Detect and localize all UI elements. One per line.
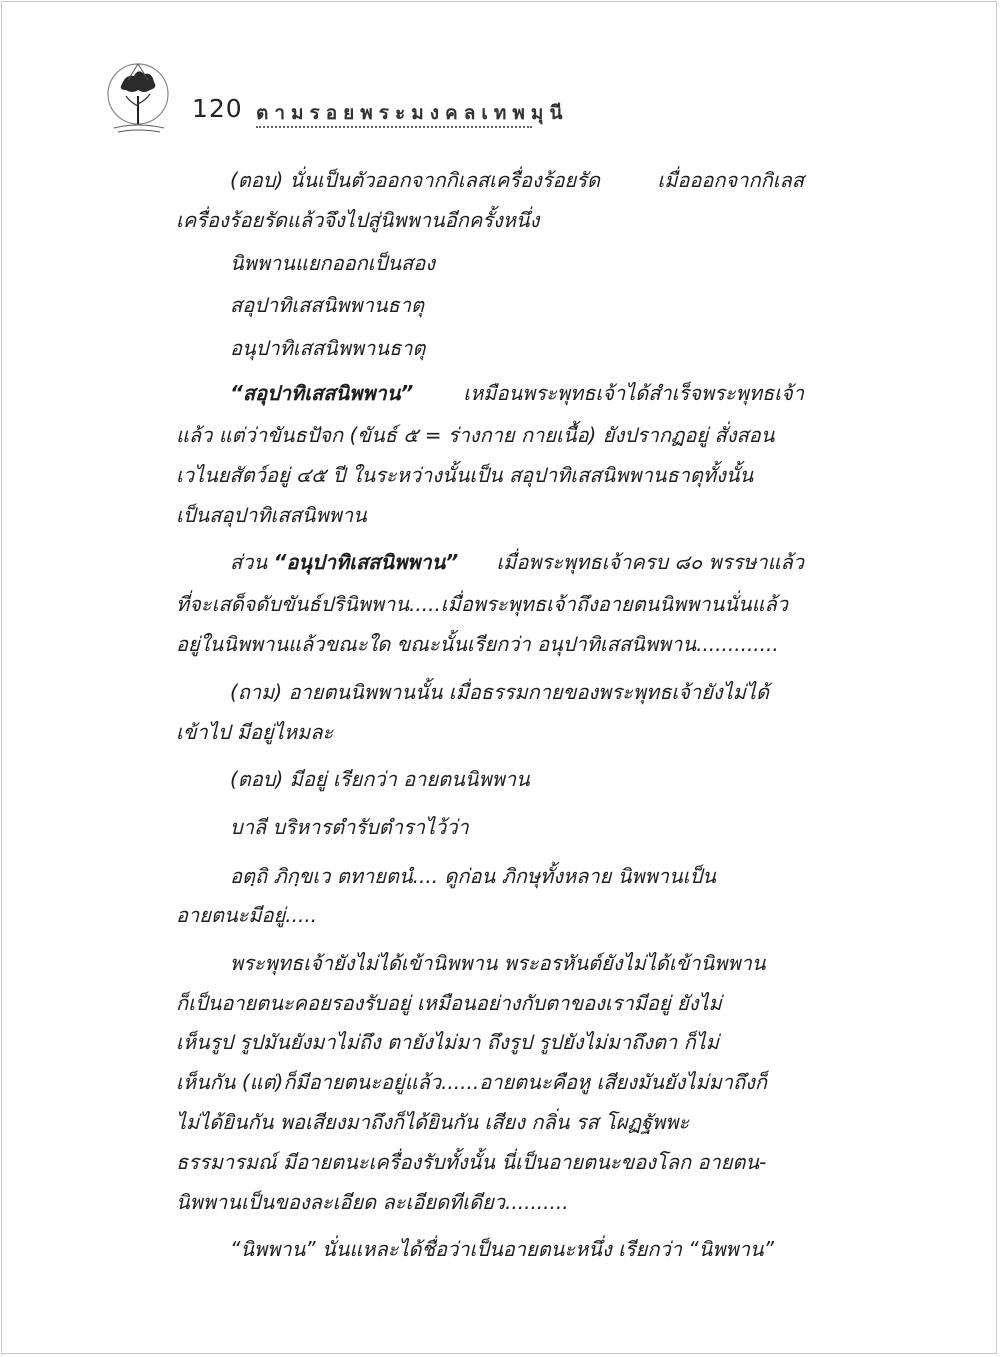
paragraph-8-line-6: ธรรมารมณ์ มีอายตนะเครื่องรับทั้งนั้น นี่เป็นอายตนะของโลก อายตน- <box>176 1150 767 1174</box>
paragraph-3-line-1 <box>230 550 804 574</box>
running-title: ตามรอยพระมงคลเทพมุนี <box>256 102 569 124</box>
paragraph-2-line-1 <box>230 381 804 405</box>
paragraph-3-line-1-rest: เมื่อพระพุทธเจ้าครบ ๘๐ พรรษาแล้ว <box>496 550 804 574</box>
paragraph-2-line-1-rest: เหมือนพระพุทธเจ้าได้สำเร็จพระพุทธเจ้า <box>463 381 804 405</box>
term-anupadisesa-nibbana: “อนุปาทิเสสนิพพาน” <box>273 550 459 574</box>
paragraph-8-line-7: นิพพานเป็นของละเอียด ละเอียดทีเดียว.......... <box>176 1190 569 1214</box>
paragraph-1-part-b: เมื่อออกจากกิเลส <box>657 168 804 192</box>
paragraph-1-part-a: (ตอบ) นั่นเป็นตัวออกจากกิเลสเครื่องร้อยรัด <box>230 168 600 192</box>
paragraph-5: (ตอบ) มีอยู่ เรียกว่า อายตนนิพพาน <box>230 767 530 791</box>
paragraph-8-line-4: เห็นกัน (แต่)ก็มีอายตนะอยู่แล้ว......อายตนะคือหู เสียงมันยังไม่มาถึงก็ <box>176 1070 768 1094</box>
list-item-1: นิพพานแยกออกเป็นสอง <box>230 251 435 275</box>
paragraph-1-line-1 <box>230 168 804 192</box>
paragraph-9: “นิพพาน” นั่นแหละได้ชื่อว่าเป็นอายตนะหนึ่ง เรียกว่า “นิพพาน” <box>230 1237 774 1261</box>
paragraph-3-line-3: อยู่ในนิพพานแล้วขณะใด ขณะนั้นเรียกว่า อนุปาทิเสสนิพพาน............. <box>176 632 779 656</box>
paragraph-8-line-1: พระพุทธเจ้ายังไม่ได้เข้านิพพาน พระอรหันต์ยังไม่ได้เข้านิพพาน <box>230 951 766 975</box>
paragraph-8-line-5: ไม่ได้ยินกัน พอเสียงมาถึงก็ได้ยินกัน เสียง กลิ่น รส โผฏฐัพพะ <box>176 1110 690 1134</box>
paragraph-8-line-3: เห็นรูป รูปมันยังมาไม่ถึง ตายังไม่มา ถึงรูป รูปยังไม่มาถึงตา ก็ไม่ <box>176 1030 719 1054</box>
paragraph-4-line-2: เข้าไป มีอยู่ไหมละ <box>176 720 334 744</box>
paragraph-3-line-2: ที่จะเสด็จดับขันธ์ปรินิพพาน.....เมื่อพระพุทธเจ้าถึงอายตนนิพพานนั่นแล้ว <box>176 592 789 616</box>
paragraph-1-line-2: เครื่องร้อยรัดแล้วจึงไปสู่นิพพานอีกครั้งหนึ่ง <box>176 208 540 232</box>
page-number: 120 <box>192 94 243 123</box>
paragraph-8-line-2: ก็เป็นอายตนะคอยรองรับอยู่ เหมือนอย่างกับตาของเรามีอยู่ ยังไม่ <box>176 991 722 1015</box>
paragraph-6: บาลี บริหารตำรับตำราไว้ว่า <box>230 815 469 839</box>
paragraph-2-line-3: เวไนยสัตว์อยู่ ๔๕ ปี ในระหว่างนั้นเป็น สอุปาทิเสสนิพพานธาตุทั้งนั้น <box>176 463 754 487</box>
paragraph-7-line-1: อตฺถิ ภิกฺขเว ตทายตนํ.... ดูก่อน ภิกษุทั้งหลาย นิพพานเป็น <box>230 864 716 888</box>
list-item-2: สอุปาทิเสสนิพพานธาตุ <box>230 293 424 317</box>
paragraph-4-line-1: (ถาม) อายตนนิพพานนั้น เมื่อธรรมกายของพระพุทธเจ้ายังไม่ได้ <box>230 680 769 704</box>
list-item-3: อนุปาทิเสสนิพพานธาตุ <box>230 336 426 360</box>
paragraph-2-line-4: เป็นสอุปาทิเสสนิพพาน <box>176 503 367 527</box>
term-sa-upadisesa-nibbana: “สอุปาทิเสสนิพพาน” <box>230 381 414 405</box>
paragraph-2-line-2: แล้ว แต่ว่าขันธปัจก (ขันธ์ ๕ = ร่างกาย กายเนื้อ) ยังปรากฏอยู่ สั่งสอน <box>176 423 775 447</box>
paragraph-7-line-2: อายตนะมีอยู่..... <box>176 903 318 927</box>
paragraph-3-prefix: ส่วน <box>230 550 268 574</box>
